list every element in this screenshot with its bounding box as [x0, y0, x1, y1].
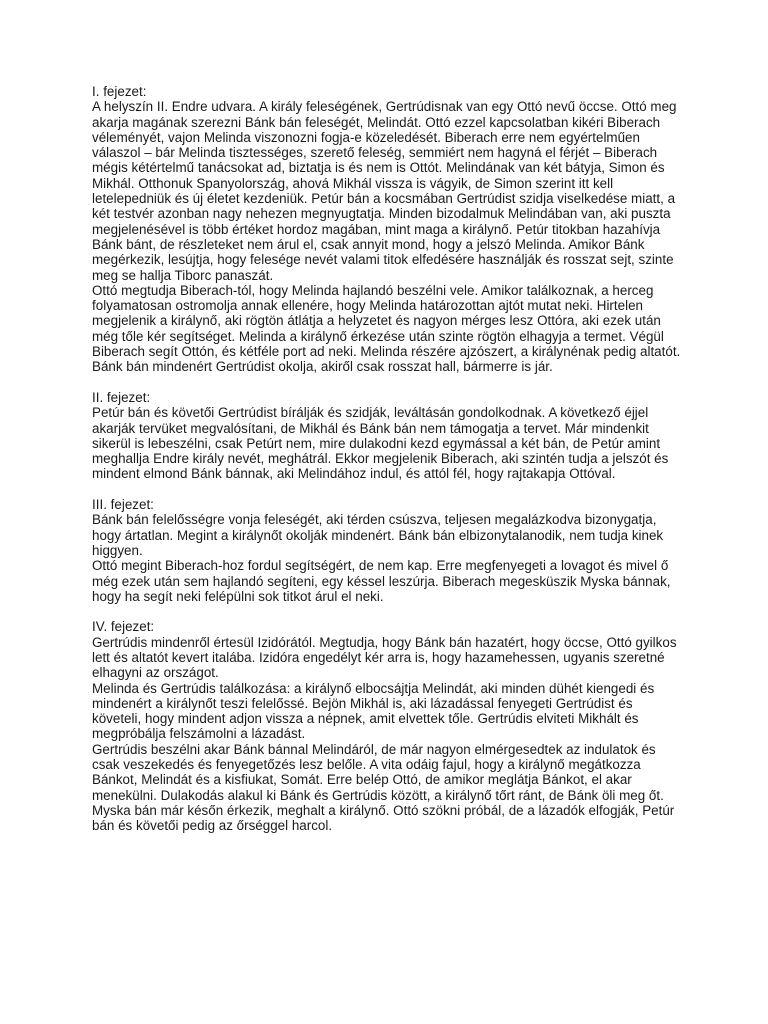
chapter-3-paragraph-2: Ottó megint Biberach-hoz fordul segítségért, de nem kap. Erre megfenyegeti a lovagot és mivel ő még ezek után sem hajlandó segíteni, egy késsel leszúrja. Biberach megesküszik Myska bánnak, hogy ha segít neki felépülni sok titkot árul el neki. — [92, 558, 671, 604]
chapter-3-paragraph-1: Bánk bán felelősségre vonja feleségét, aki térden csúszva, teljesen megalázkodva bizonygatja, hogy ártatlan. Megint a királynőt okolják mindenért. Bánk bán elbizonytalanodik, nem tudja kinek higgyen. — [92, 512, 664, 558]
chapter-2 — [92, 390, 682, 482]
chapter-1 — [92, 84, 682, 375]
chapter-4-paragraph-1: Gertrúdis mindenről értesül Izidórától. Megtudja, hogy Bánk bán hazatért, hogy öccse, Ottó gyilkos lett és altatót kevert italába. Izidóra engedélyt kér arra is, hogy hazamehessen, ugyanis szeretné elhagyni az országot. — [92, 634, 677, 681]
chapter-3-heading: III. fejezet: — [92, 497, 154, 513]
chapter-3 — [92, 497, 682, 604]
chapter-4 — [92, 619, 682, 833]
chapter-1-paragraph-2: Ottó megtudja Biberach-tól, hogy Melinda hajlandó beszélni vele. Amikor találkoznak, a herceg folyamatosan ostromolja annak ellenére, hogy Melinda határozottan ajtót mutat neki. Hirtelen megjelenik a királynő, aki rögtön átlátja a helyzetet és nagyon mérges lesz Ottóra, aki ezek után még tőle kér segítséget. Melinda a királynő érkezése után szinte rögtön elhagyja a termet. Végül Biberach segít Ottón, és kétféle port ad neki. Melinda részére ajzószert, a királynénak pedig altatót. Bánk bán mindenért Gertrúdist okolja, akiről csak rosszat hall, bármerre is jár. — [92, 282, 681, 375]
chapter-4-paragraph-3: Gertrúdis beszélni akar Bánk bánnal Melindáról, de már nagyon elmérgesedtek az indulatok és csak veszekedés és fenyegetőzés lesz belőle. A vita odáig fajul, hogy a királynő megátkozza Bánkot, Melindát és a kisfiukat, Somát. Erre belép Ottó, de amikor meglátja Bánkot, el akar menekülni. Dulakodás alakul ki Bánk és Gertrúdis között, a királynő tőrt ránt, de Bánk öli meg őt. Myska bán már későn érkezik, meghalt a királynő. Ottó szökni próbál, de a lázadók elfogják, Petúr bán és követői pedig az őrséggel harcol. — [92, 741, 675, 834]
document-body — [92, 84, 682, 834]
chapter-4-paragraph-2: Melinda és Gertrúdis találkozása: a királynő elbocsájtja Melindát, aki minden dühét kiengedi és mindenért a királynőt teszi felelőssé. Bejön Mikhál is, aki lázadással fenyegeti Gertrúdist és követeli, hogy mindent adjon vissza a népnek, amit elvettek tőle. Gertrúdis elviteti Mikhált és megpróbálja felszámolni a lázadást. — [92, 680, 655, 742]
chapter-4-heading: IV. fejezet: — [92, 619, 155, 635]
chapter-1-heading: I. fejezet: — [92, 84, 147, 99]
chapter-1-paragraph-1: A helyszín II. Endre udvara. A király feleségének, Gertrúdisnak van egy Ottó nevű öccse. Ottó meg akarja magának szerezni Bánk bán feleségét, Melindát. Ottó ezzel kapcsolatban kikéri Biberach véleményét, vajon Melinda viszonozni fogja-e közeledését. Biberach erre nem egyértelműen válaszol – bár Melinda tisztességes, szerető feleség, semmiért nem hagyná el férjét – Biberach mégis kétértelmű tanácsokat ad, biztatja is és nem is Ottót. Melindának van két bátyja, Simon és Mikhál. Otthonuk Spanyolország, ahová Mikhál vissza is vágyik, de Simon szerint itt kell letelepedniük és új életet kezdeniük. Petúr bán a kocsmában Gertrúdist szidja viselkedése miatt, a két testvér azonban nagy nehezen megnyugtatja. Minden bizodalmuk Melindában van, aki puszta megjelenésével is több értéket hordoz magában, mint maga a királynő. Petúr titokban hazahívja Bánk bánt, de részleteket nem árul el, csak annyit mond, hogy a jelszó Melinda. Amikor Bánk megérkezik, lesújtja, hogy felesége nevét valami titok elfedésére használják és rosszat sejt, szinte meg se hallja Tiborc panaszát. — [92, 99, 677, 283]
chapter-2-paragraph-1: Petúr bán és követői Gertrúdist bírálják és szidják, leváltásán gondolkodnak. A következő éjjel akarják tervüket megvalósítani, de Mikhál és Bánk bán nem támogatja a tervet. Már mindenkit sikerül is lebeszélni, csak Petúrt nem, mire dulakodni kezd egymással a két bán, de Petúr amint meghallja Endre király nevét, meghátrál. Ekkor megjelenik Biberach, aki szintén tudja a jelszót és mindent elmond Bánk bánnak, aki Melindához indul, és attól fél, hogy rajtakapja Ottóval. — [92, 405, 669, 482]
chapter-2-heading: II. fejezet: — [92, 389, 151, 405]
